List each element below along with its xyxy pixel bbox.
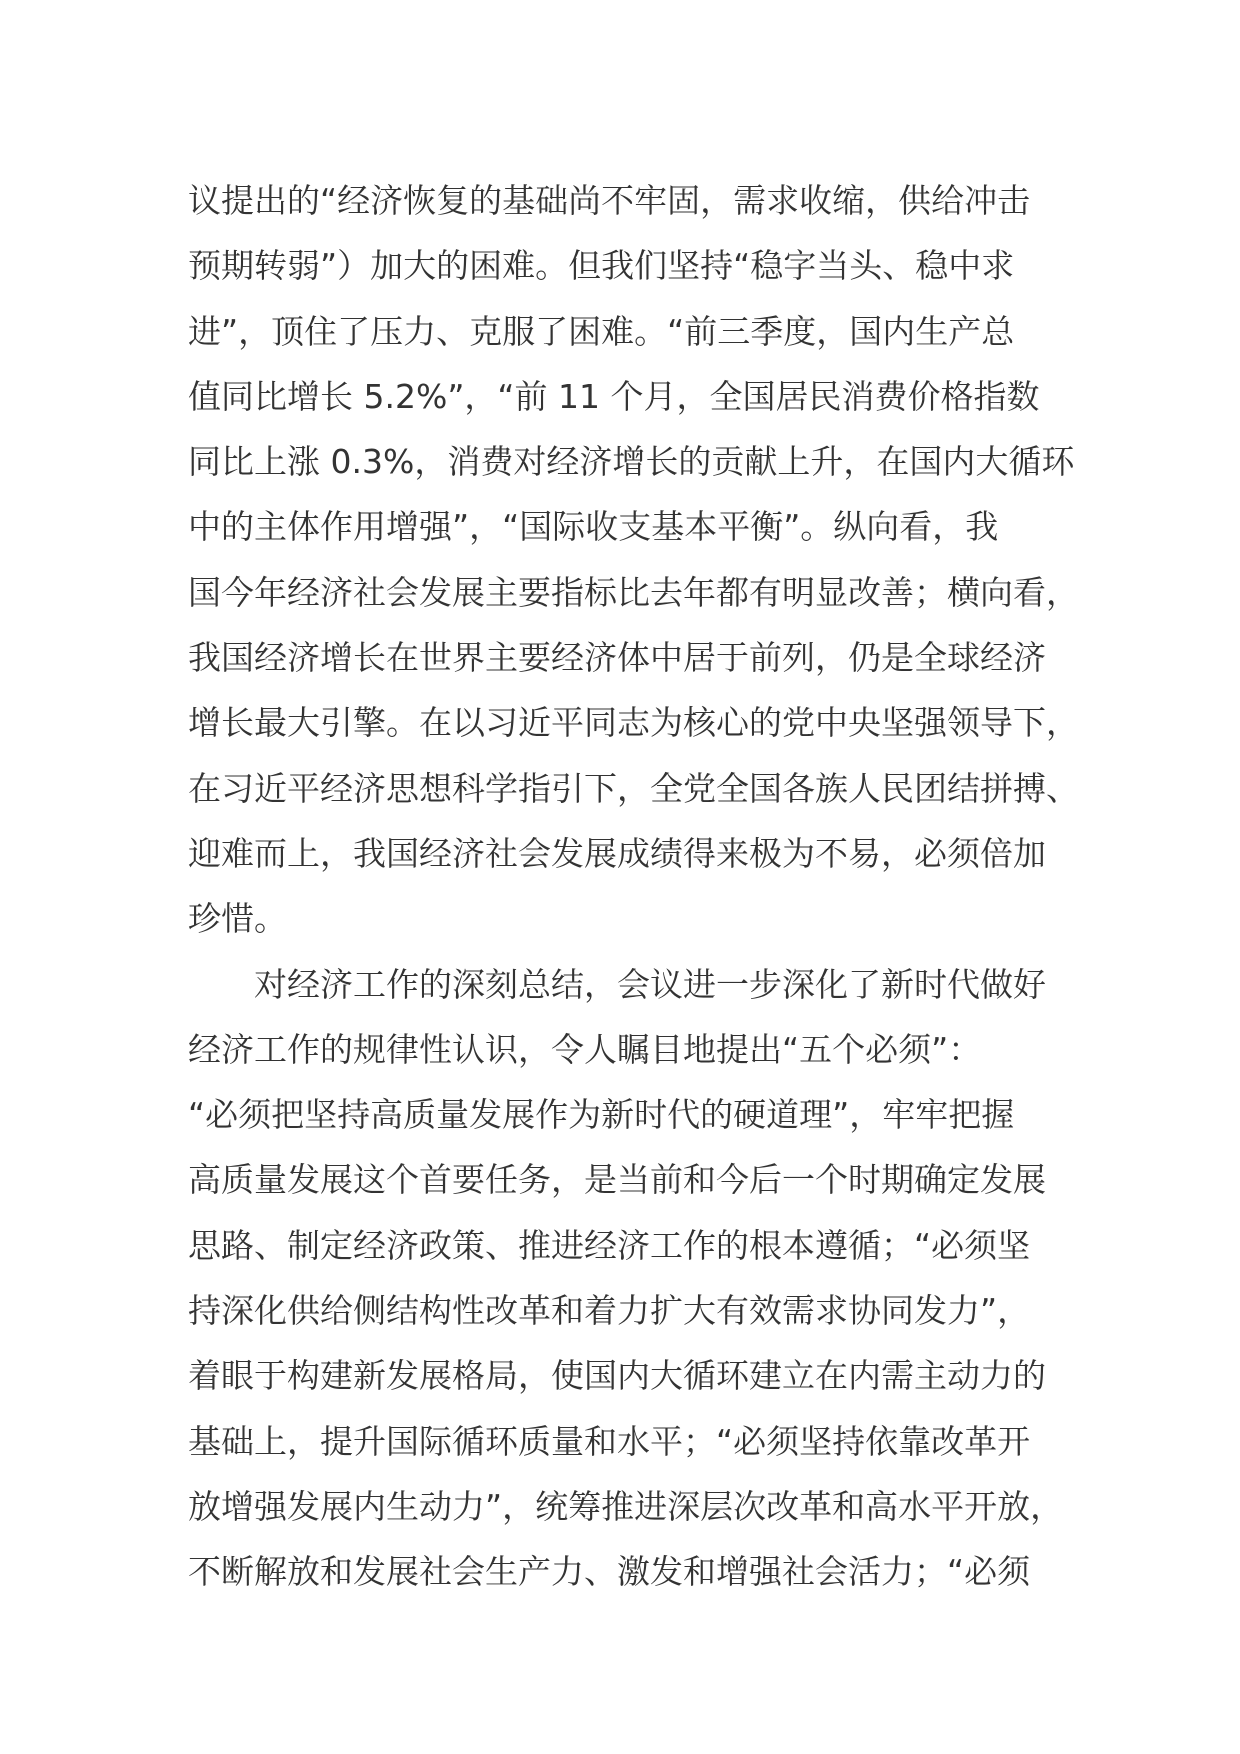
text-line: 思路、制定经济政策、推进经济工作的根本遵循；“必须坚 bbox=[188, 1225, 1031, 1265]
text-line: 迎难而上，我国经济社会发展成绩得来极为不易，必须倍加 bbox=[188, 833, 1046, 873]
text-line: 珍惜。 bbox=[188, 899, 287, 939]
paragraph bbox=[188, 168, 1079, 952]
text-line: 持深化供给侧结构性改革和着力扩大有效需求协同发力”， bbox=[188, 1291, 1031, 1331]
text-line: 值同比增长 5.2%”，“前 11 个月，全国居民消费价格指数 bbox=[188, 376, 1040, 416]
text-line: 不断解放和发展社会生产力、激发和增强社会活力；“必须 bbox=[188, 1552, 1031, 1592]
text-line: “必须把坚持高质量发展作为新时代的硬道理”，牢牢把握 bbox=[188, 1095, 1015, 1135]
text-line: 预期转弱”）加大的困难。但我们坚持“稳字当头、稳中求 bbox=[188, 246, 1015, 286]
text-line: 高质量发展这个首要任务，是当前和今后一个时期确定发展 bbox=[188, 1160, 1046, 1200]
text-line: 国今年经济社会发展主要指标比去年都有明显改善；横向看， bbox=[188, 572, 1079, 612]
body-text bbox=[188, 168, 1079, 1605]
paragraph bbox=[188, 952, 1068, 1605]
text-line: 对经济工作的深刻总结，会议进一步深化了新时代做好 bbox=[188, 964, 1046, 1004]
text-line: 增长最大引擎。在以习近平同志为核心的党中央坚强领导下， bbox=[188, 703, 1079, 743]
text-line: 放增强发展内生动力”，统筹推进深层次改革和高水平开放， bbox=[188, 1486, 1064, 1526]
text-line: 进”，顶住了压力、克服了困难。“前三季度，国内生产总 bbox=[188, 311, 1015, 351]
text-line: 同比上涨 0.3%，消费对经济增长的贡献上升，在国内大循环 bbox=[188, 442, 1075, 482]
text-line: 在习近平经济思想科学指引下，全党全国各族人民团结拼搏、 bbox=[188, 768, 1079, 808]
text-line: 经济工作的规律性认识，令人瞩目地提出“五个必须”： bbox=[188, 1029, 982, 1069]
text-line: 着眼于构建新发展格局，使国内大循环建立在内需主动力的 bbox=[188, 1356, 1046, 1396]
text-line: 中的主体作用增强”，“国际收支基本平衡”。纵向看，我 bbox=[188, 507, 999, 547]
text-line: 基础上，提升国际循环质量和水平；“必须坚持依靠改革开 bbox=[188, 1421, 1031, 1461]
text-line: 我国经济增长在世界主要经济体中居于前列，仍是全球经济 bbox=[188, 638, 1046, 678]
text-line: 议提出的“经济恢复的基础尚不牢固，需求收缩，供给冲击 bbox=[188, 181, 1031, 220]
